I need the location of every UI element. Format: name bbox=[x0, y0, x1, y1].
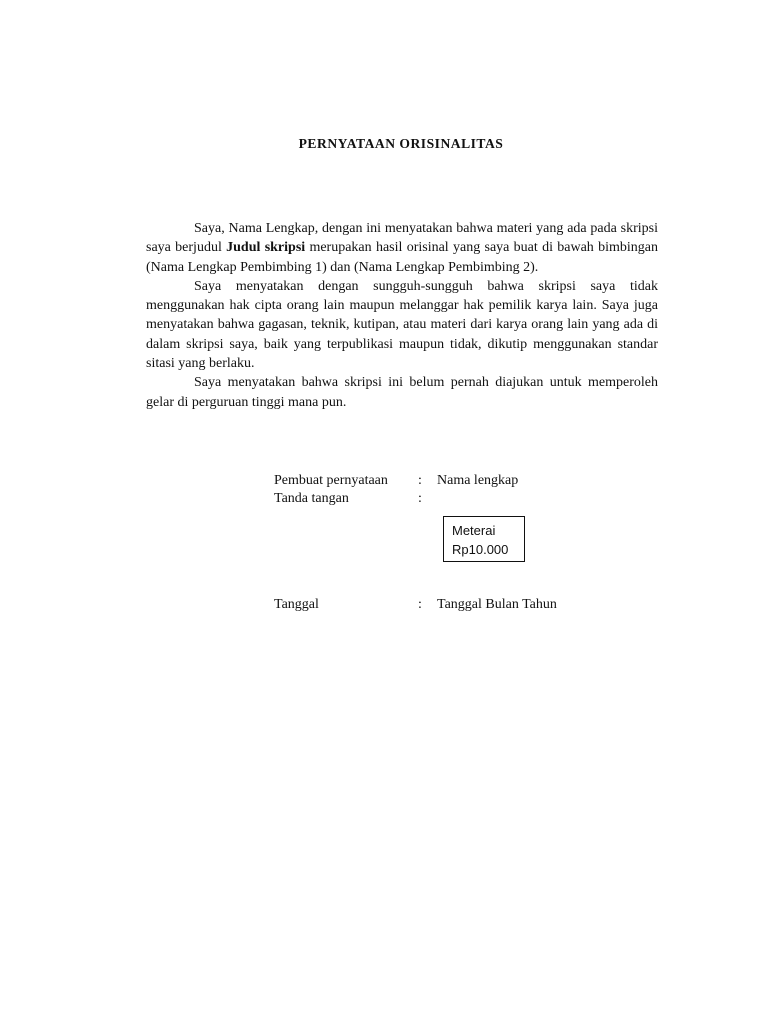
paragraph-3: Saya menyatakan bahwa skripsi ini belum pernah diajukan untuk memperoleh gelar di perguruan tinggi mana pun. bbox=[146, 375, 658, 410]
maker-colon: : bbox=[418, 473, 422, 488]
meterai-value: Rp10.000 bbox=[452, 542, 509, 557]
thesis-title: Judul skripsi bbox=[226, 240, 306, 256]
signature-colon: : bbox=[418, 491, 422, 506]
date-label: Tanggal bbox=[274, 597, 319, 612]
document-title: PERNYATAAN ORISINALITAS bbox=[298, 136, 504, 151]
statement-body bbox=[146, 219, 658, 412]
meterai-stamp-box bbox=[443, 516, 525, 562]
date-value: Tanggal Bulan Tahun bbox=[437, 597, 557, 612]
paragraph-1-end: merupakan hasil orisinal yang saya buat di bawah bimbingan (Nama Lengkap Pembimbing 1) dan (Nama Lengkap Pembimbing 2). bbox=[146, 240, 658, 275]
signature-label: Tanda tangan bbox=[274, 491, 349, 506]
maker-label: Pembuat pernyataan bbox=[274, 473, 388, 488]
paragraph-2: Saya menyatakan dengan sungguh-sungguh bahwa skripsi saya tidak menggunakan hak cipta orang lain maupun melanggar hak pemilik karya lain. Saya juga menyatakan bahwa gagasan, teknik, kutipan, atau materi dari karya orang lain yang ada di dalam skripsi saya, baik yang terpublikasi maupun tidak, dikutip menggunakan standar sitasi yang berlaku. bbox=[146, 278, 658, 372]
meterai-label: Meterai bbox=[452, 523, 496, 538]
paragraph-1 bbox=[146, 219, 658, 277]
paragraph-1-start: Saya, Nama Lengkap, dengan ini menyatakan bahwa materi yang ada pada skripsi saya berjudul bbox=[146, 221, 658, 256]
maker-value: Nama lengkap bbox=[437, 473, 519, 488]
date-colon: : bbox=[418, 597, 422, 612]
